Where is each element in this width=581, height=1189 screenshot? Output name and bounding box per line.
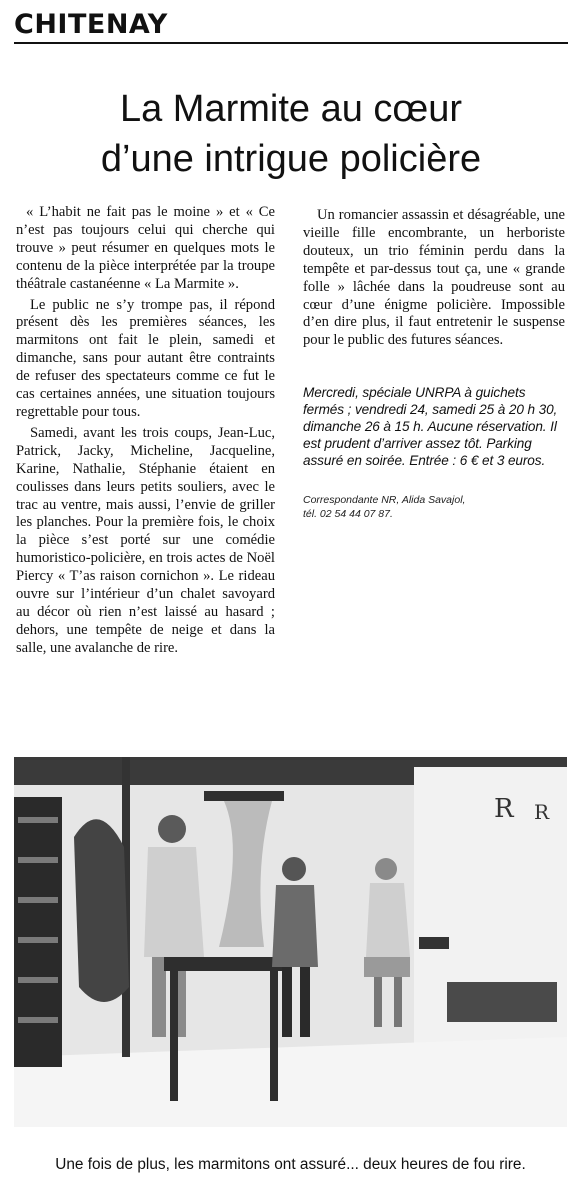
stage-photo (14, 757, 567, 1127)
article-column-right (303, 204, 565, 521)
article-column-left (16, 204, 275, 744)
svg-text:R: R (534, 800, 550, 824)
correspondent-credit (303, 493, 565, 521)
paragraph-plot: Un romancier assassin et désagréable, une vieille fille encombrante, un herboriste douteux, un trio féminin perdu dans la tempête et par-dessus tout ça, une « grande folle » lâchée dans la poudreuse sont au cœur d’une énigme policière. Impossible d’en dire plus, il faut entretenir le suspense pour le public des futures séances. (303, 207, 565, 349)
paragraph-public: Le public ne s’y trompe pas, il répond présent dès les premières séances, les marmitons ont fait le plein, samedi et dimanche, sans pour autant être contraints de refuser des spectateurs comme ce fut le cas certaines années, une situation toujours regrettable pour tous. (16, 296, 275, 420)
stage-photo-illustration (14, 757, 567, 1127)
rubric-label: CHITENAY (14, 9, 168, 40)
credit-line-1: Correspondante NR, Alida Savajol, (303, 494, 466, 507)
section-rubric (14, 8, 568, 44)
paragraph-intro: « L’habit ne fait pas le moine » et « Ce n’est pas toujours celui qui cherche qui trouve » peut résumer en quelques mots le contenu de la pièce interprétée par la troupe théâtrale castanéenne « La Marmite ». (16, 204, 275, 292)
article-headline (14, 84, 568, 184)
headline-line-1: La Marmite au cœur (119, 88, 463, 130)
credit-line-2: tél. 02 54 44 07 87. (303, 508, 393, 521)
svg-text:R: R (494, 794, 514, 824)
headline-line-2: d’une intrigue policière (100, 138, 482, 180)
practical-info: Mercredi, spéciale UNRPA à guichets fermés ; vendredi 24, samedi 25 à 20 h 30, dimanche 26 à 15 h. Aucune réservation. Il est prudent d’arriver assez tôt. Parking assuré en soirée. Entrée : 6 € et 3 euros. (303, 385, 558, 469)
photo-caption: Une fois de plus, les marmitons ont assuré... deux heures de fou rire. (55, 1156, 526, 1173)
paragraph-cast: Samedi, avant les trois coups, Jean-Luc, Patrick, Jacky, Micheline, Jacqueline, Karine, Nathalie, Stéphanie étaient en coulisses dans leurs petits souliers, avec le trac au ventre, mais aussi, l’envie de griller les planches. Pour la première fois, le choix la pièce s’est porté sur une comédie humoristico-policière, en trois actes de Noël Piercy « T’as raison cornichon ». Le rideau ouvre sur l’intérieur d’un chalet savoyard au décor où rien n’est laissé au hasard ; dehors, une tempête de neige et dans la salle, une avalanche de rire. (16, 424, 275, 656)
